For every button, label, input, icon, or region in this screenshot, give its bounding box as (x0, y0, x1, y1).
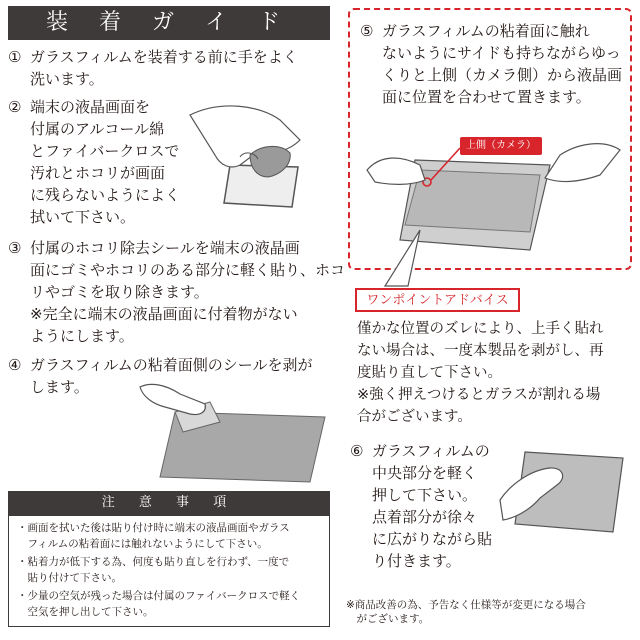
notice-box (8, 515, 330, 627)
notice-item-1-line-1: ・画面を拭いた後は貼り付け時に端末の液晶画面やガラス (17, 522, 290, 534)
step-2-number: ② (8, 98, 22, 116)
step-2 (8, 96, 180, 228)
step-3-line-1: 付属のホコリ除去シールを端末の液晶画 (30, 239, 300, 257)
notice-item-1 (17, 520, 321, 552)
advice-text (357, 318, 604, 428)
advice-line-1: 僅かな位置のズレにより、上手く貼れ (357, 321, 604, 337)
step-5-line-2: ないようにサイドも持ちながらゆっ (382, 44, 621, 62)
advice-line-4: ※強く押えつけるとガラスが割れる場 (357, 387, 601, 403)
advice-label: ワンポイントアドバイス (355, 288, 520, 312)
step-3-line-2: 面にゴミやホコリのある部分に軽く貼り、ホコ (30, 261, 346, 279)
step-2-line-1: 端末の液晶画面を (30, 98, 151, 116)
wiping-illustration (180, 95, 335, 215)
footnote-line-2: がございます。 (346, 613, 430, 625)
step-5-number: ⑤ (360, 22, 374, 40)
step-2-line-5: に残らないようによく (30, 186, 181, 204)
step-6 (350, 440, 492, 572)
callout-pointer (380, 228, 430, 290)
step-3-line-4: ※完全に端末の液晶画面に付着物がない (30, 305, 298, 323)
step-6-line-4: 点着部分が徐々 (372, 508, 478, 526)
step-4-number: ④ (8, 356, 22, 374)
step-2-line-4: 汚れとホコリが画面 (30, 164, 166, 182)
pressing-illustration (495, 440, 630, 540)
notice-item-2-line-1: ・粘着力が低下する為、何度も貼り直しを行わず、一度で (17, 556, 290, 568)
notice-item-3-line-1: ・少量の空気が残った場合は付属のファイバークロスで軽く (17, 590, 301, 602)
step-4-line-2: します。 (30, 378, 89, 396)
notice-heading: 注 意 事 項 (8, 491, 330, 515)
advice-line-2: ない場合は、一度本製品を剥がし、再 (357, 343, 604, 359)
step-6-number: ⑥ (350, 442, 364, 460)
camera-side-label: 上側（カメラ） (460, 137, 542, 155)
notice-item-2 (17, 554, 321, 586)
peeling-illustration (135, 382, 335, 488)
step-1-line-1: ガラスフィルムを装着する前に手をよく (30, 48, 298, 66)
step-2-line-2: 付属のアルコール綿 (30, 120, 165, 138)
advice-line-5: 合がございます。 (357, 409, 472, 425)
notice-item-3 (17, 588, 321, 620)
step-6-line-5: に広がりながら貼 (372, 530, 493, 548)
step-2-line-6: 拭いて下さい。 (30, 208, 136, 226)
step-1-number: ① (8, 48, 22, 66)
footnote (346, 598, 586, 626)
step-5-line-3: くりと上側（カメラ側）から液晶画 (382, 66, 623, 84)
advice-line-3: 度貼り直して下さい。 (357, 365, 502, 381)
step-6-line-6: り付きます。 (372, 552, 461, 570)
step-3-line-3: リやゴミを取り除きます。 (30, 283, 209, 301)
step-3-line-5: ようにします。 (30, 327, 134, 345)
step-5-line-1: ガラスフィルムの粘着面に触れ (382, 22, 590, 40)
step-1 (8, 46, 298, 90)
guide-title: 装 着 ガ イ ド (8, 6, 330, 40)
step-6-line-3: 押して下さい。 (372, 486, 478, 504)
notice-item-2-line-2: 貼り付けて下さい。 (17, 572, 122, 584)
step-3 (8, 237, 345, 347)
step-4-line-1: ガラスフィルムの粘着面側のシールを剥が (30, 356, 313, 374)
notice-item-3-line-2: 空気を押し出して下さい。 (17, 606, 154, 618)
notice-item-1-line-2: フィルムの粘着面には触れないようにして下さい。 (17, 538, 268, 550)
footnote-line-1: ※商品改善の為、予告なく仕様等が変更になる場合 (346, 599, 586, 611)
step-5 (360, 20, 622, 108)
step-2-line-3: とファイバークロスで (30, 142, 180, 160)
step-6-line-2: 中央部分を軽く (372, 464, 478, 482)
step-6-line-1: ガラスフィルムの (372, 442, 490, 460)
step-5-line-4: 面に位置を合わせて置きます。 (382, 88, 591, 106)
step-1-line-2: 洗います。 (30, 70, 104, 88)
step-3-number: ③ (8, 239, 22, 257)
